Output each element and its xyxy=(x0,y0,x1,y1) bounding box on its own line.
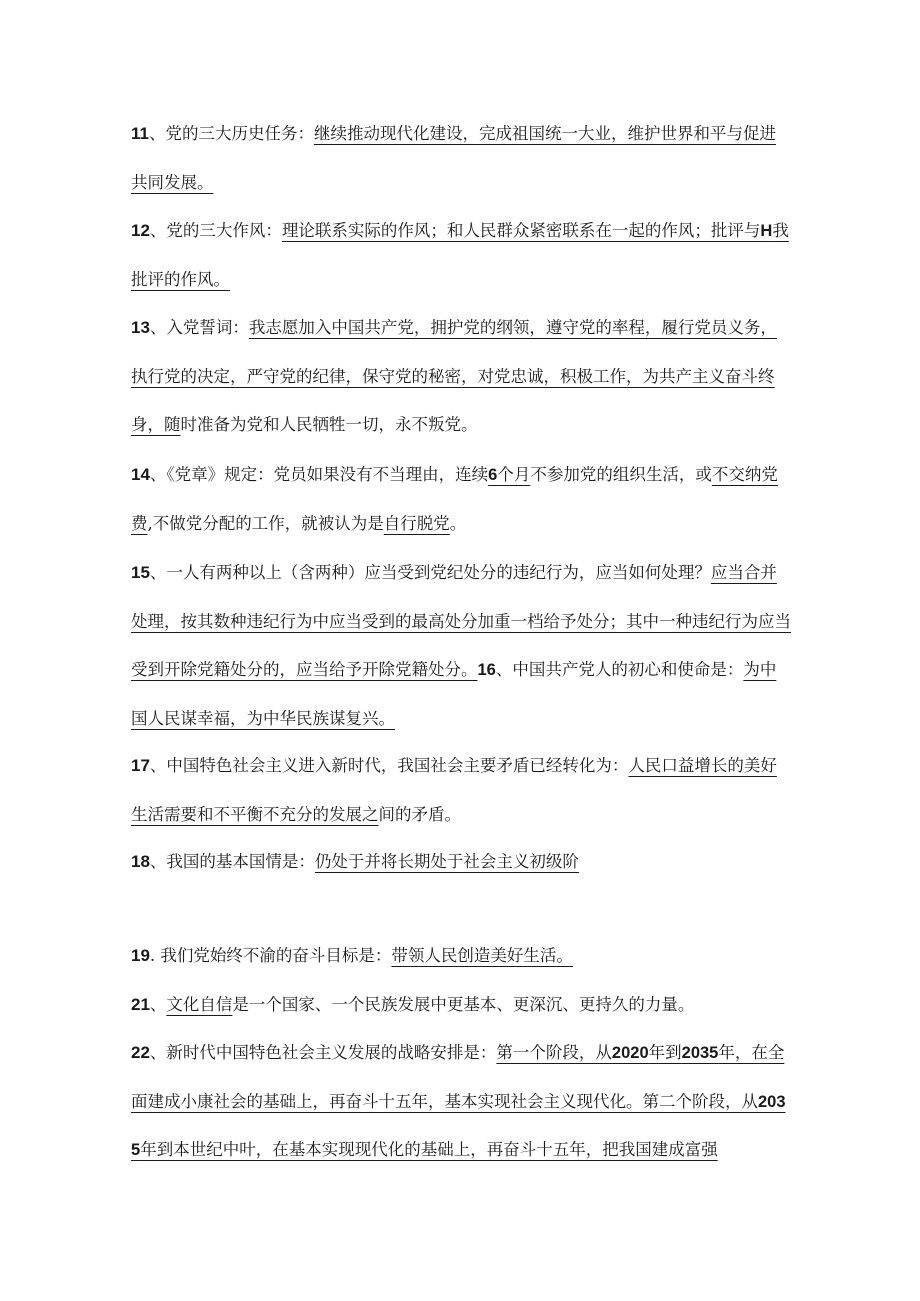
item-text: 、党的三大历史任务： xyxy=(148,124,314,143)
item-text: 、中国共产党人的初心和使命是： xyxy=(495,660,744,679)
item-number: 19 xyxy=(131,946,150,965)
underlined-answer-text: 应当合并处理，按其数种违纪行为中应当受到的最高处分加重一档给予处分；其中一种违纪行为应当受到开除党籍处分的，应当给予开除党籍处分。 xyxy=(131,563,791,679)
item-text: 、新时代中国特色社会主义发展的战略安排是： xyxy=(149,1043,497,1062)
underlined-answer-text: 不交纳党费 xyxy=(131,465,778,533)
underlined-answer-text: 个月 xyxy=(497,465,531,484)
underlined-answer-text: 第一个阶段，从 xyxy=(496,1043,612,1062)
item-21 xyxy=(131,981,791,1030)
item-text: 不参加党的组织生活，或 xyxy=(530,465,712,484)
underlined-answer-text: 年，在全面建成小康社会的基础上，再奋斗十五年，基本实现社会主义现代化。第二个阶段，从 xyxy=(131,1043,785,1111)
item-text: 时准备为党和人民牺牲一切，永不叛党。 xyxy=(180,415,478,434)
item-19 xyxy=(131,932,791,981)
item-17 xyxy=(131,742,791,839)
underlined-answer-text: 年到 xyxy=(648,1043,682,1062)
item-14 xyxy=(131,451,791,548)
item-number: 14 xyxy=(131,465,150,484)
underlined-answer-text: 2035 xyxy=(681,1044,719,1062)
item-text: 间的矛盾。 xyxy=(378,804,461,824)
underlined-answer-text: 自行脱党 xyxy=(383,513,450,533)
item-text: 、一人有两种以上（含两种）应当受到党纪处分的违纪行为，应当如何处理？ xyxy=(149,563,711,582)
item-13 xyxy=(131,304,791,450)
underlined-answer-text: H xyxy=(760,222,773,240)
item-number: 18 xyxy=(131,852,150,871)
item-text: . 我们党始终不渝的奋斗目标是： xyxy=(149,946,392,965)
underlined-answer-text: 2035 xyxy=(131,1092,786,1159)
underlined-answer-text: 理论联系实际的作风；和人民群众紧密联系在一起的作风；批评与 xyxy=(281,221,761,240)
item-number: 11 xyxy=(131,124,149,143)
item-number: 21 xyxy=(131,995,150,1014)
item-12 xyxy=(131,207,791,304)
item-number: 22 xyxy=(131,1043,150,1062)
item-11 xyxy=(131,110,791,207)
item-text: 、 xyxy=(149,995,167,1014)
underlined-answer-text: 为中国人民谋幸福，为中华民族谋复兴。 xyxy=(131,660,777,728)
underlined-answer-text: 带领人民创造美好生活。 xyxy=(391,946,573,965)
item-text: 、入党誓词： xyxy=(149,318,249,337)
underlined-answer-text: 6 xyxy=(488,466,498,484)
item-text: 、我国的基本国情是： xyxy=(149,852,315,871)
underlined-answer-text: 文化自信 xyxy=(166,995,233,1014)
item-text: 、《党章》规定：党员如果没有不当理由，连续 xyxy=(149,465,489,484)
item-18 xyxy=(131,838,791,887)
item-text: 是一个国家、一个民族发展中更基本、更深沉、更持久的力量。 xyxy=(232,995,695,1014)
item-number: 13 xyxy=(131,318,150,337)
item-22 xyxy=(131,1029,791,1175)
item-text: ,不做党分配的工作，就被认为是 xyxy=(147,513,384,533)
item-text: 、中国特色社会主义进入新时代，我国社会主要矛盾已经转化为： xyxy=(149,756,629,775)
underlined-answer-text: 我志愿加入中国共产党，拥护党的纲领，遵守党的率程，履行党员义务，执行党的决定，严守党的纪律，保守党的秘密，对党忠诚，积极工作，为共产主义奋斗终身，随 xyxy=(131,318,777,434)
item-text: 16 xyxy=(477,661,496,679)
underlined-answer-text: 2020 xyxy=(611,1044,649,1062)
underlined-answer-text: 我批评的作风。 xyxy=(131,221,789,289)
underlined-answer-text: 人民口益增长的美好生活需要和不平衡不充分的发展之 xyxy=(131,756,777,824)
underlined-answer-text: 继续推动现代化建设，完成祖国统一大业，维护世界和平与促进共同发展。 xyxy=(131,124,776,192)
item-number: 15 xyxy=(131,563,150,582)
item-text: 。 xyxy=(449,513,467,533)
item-number: 17 xyxy=(131,756,150,775)
item-15 xyxy=(131,549,791,743)
underlined-answer-text: 仍处于并将长期处于社会主义初级阶 xyxy=(314,852,579,871)
item-text: 、党的三大作风： xyxy=(149,221,282,240)
underlined-answer-text: 年到本世纪中叶，在基本实现现代化的基础上，再奋斗十五年，把我国建成富强 xyxy=(140,1140,718,1159)
item-number: 12 xyxy=(131,221,150,240)
